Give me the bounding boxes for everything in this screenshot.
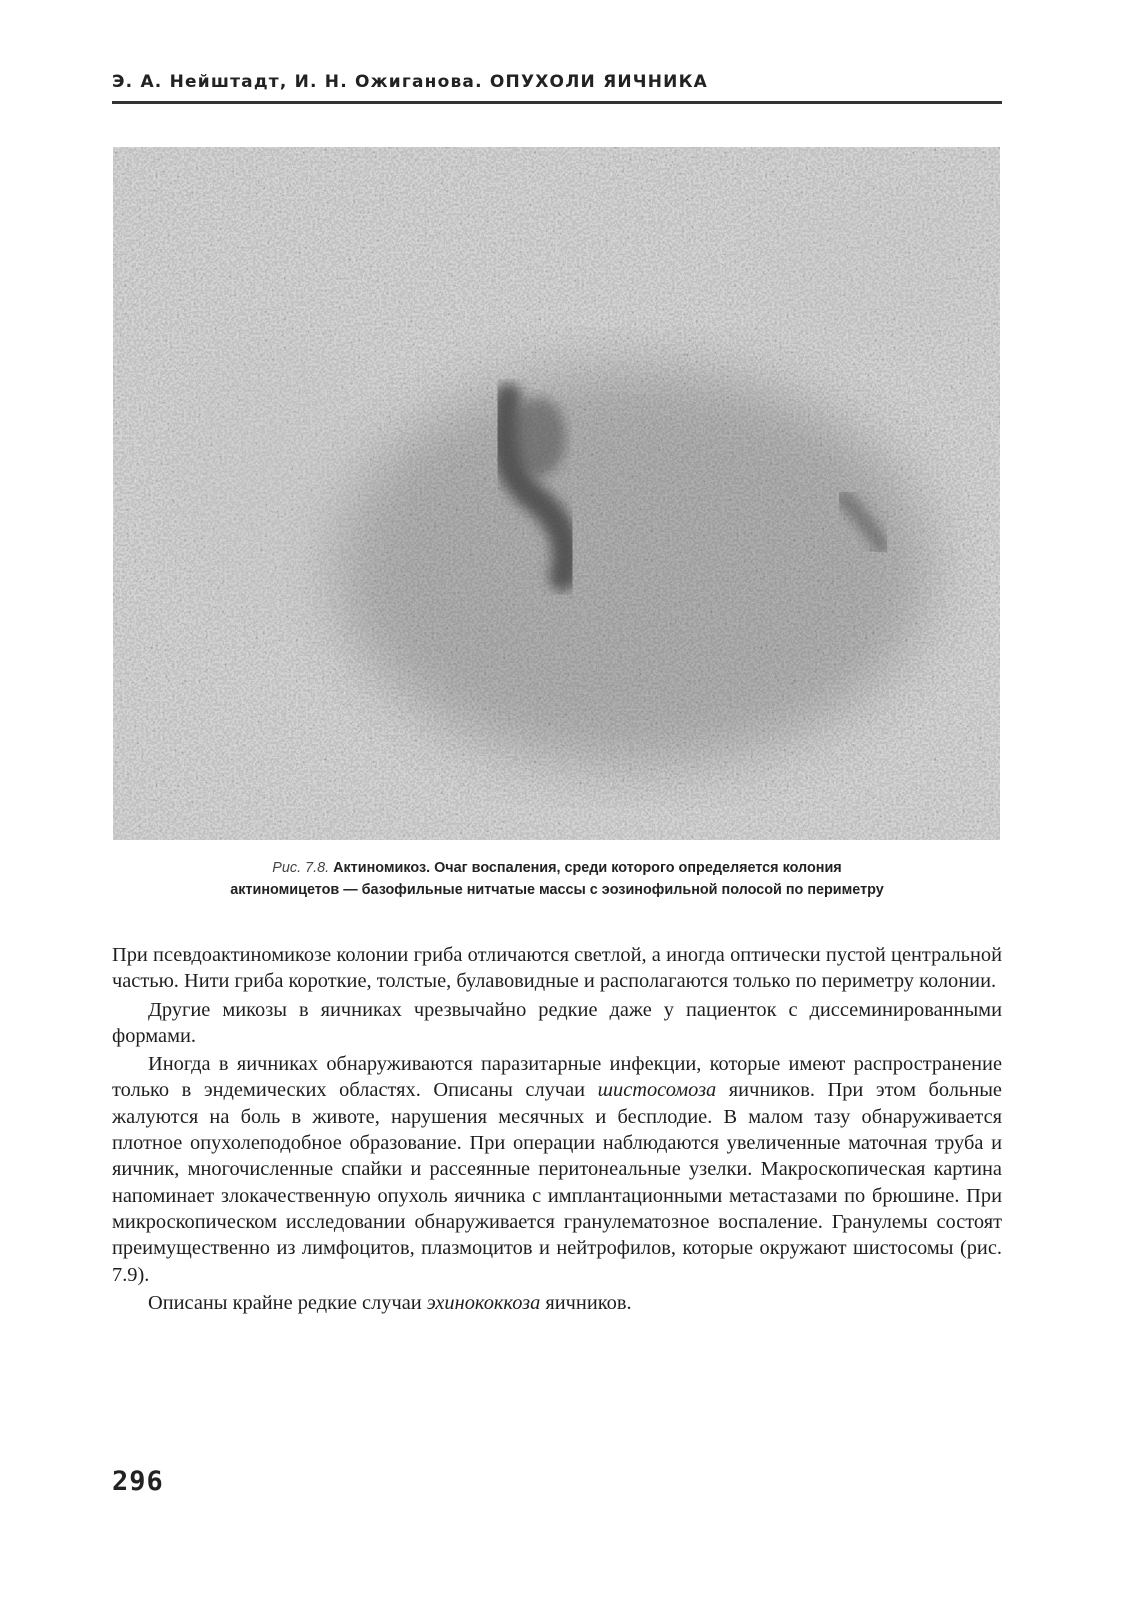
page-number: 296 (112, 1466, 164, 1497)
paragraph-4 (112, 1290, 1002, 1316)
term-schistosomiasis: шистосомоза (597, 1079, 717, 1102)
figure-caption (112, 857, 1002, 901)
caption-line-1 (112, 857, 1002, 879)
paragraph-3-start: Иногда в яичниках обнаруживаются паразитарные инфекции, которые имеют распространение только в эндемических областях. Описаны случаи (112, 1053, 1002, 1102)
paragraph-4-rest: яичников. (540, 1291, 632, 1314)
caption-label: Рис. 7.8. (272, 860, 330, 876)
paragraph-3-rest: яичников. При этом больные жалуются на боль в животе, нарушения месячных и бесплодие. В малом тазу обнаруживается плотное опухолеподобное образование. При операции наблюдаются увеличенные маточная труба и яичник, многочисленные спайки и рассеянные перитонеальные узелки. Макроскопическая картина напоминает злокачественную опухоль яичника с имплантационными метастазами по брюшине. При микроскопическом исследовании обнаруживается гранулематозное воспаление. Гранулемы состоят преимущественно из лимфоцитов, плазмоцитов и нейтрофилов, которые окружают шистосомы (рис. 7.9). (112, 1079, 1002, 1286)
paragraph-3 (112, 1051, 1002, 1288)
micrograph-figure (113, 147, 1000, 840)
caption-text-1: Актиномикоз. Очаг воспаления, среди которого определяется колония (333, 860, 842, 876)
paragraph-2: Другие микозы в яичниках чрезвычайно редкие даже у пациенток с диссеминированными формами. (112, 998, 1002, 1047)
running-header: Э. А. Нейштадт, И. Н. Ожиганова. ОПУХОЛИ ЯИЧНИКА (112, 72, 709, 92)
term-echinococcosis: эхинококкоза (426, 1291, 541, 1314)
paragraph-1: При псевдоактиномикозе колонии гриба отличаются светлой, а иногда оптически пустой центральной частью. Нити гриба короткие, толстые, булавовидные и располагаются только по периметру колонии. (112, 944, 1002, 993)
caption-text-2: актиномицетов — базофильные нитчатые массы с эозинофильной полосой по периметру (230, 882, 884, 898)
body-text (112, 942, 1002, 1316)
header-rule (112, 101, 1002, 104)
paragraph-4-start: Описаны крайне редкие случаи (148, 1291, 427, 1314)
micrograph-image (113, 147, 1000, 840)
